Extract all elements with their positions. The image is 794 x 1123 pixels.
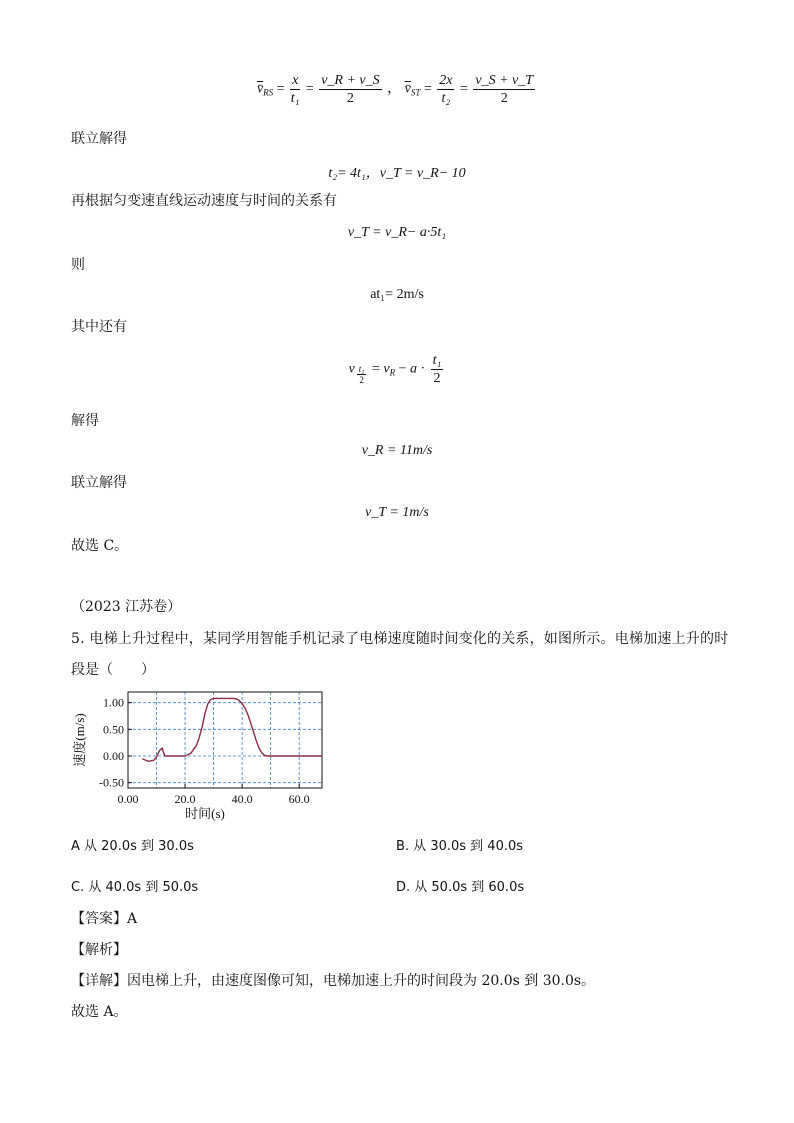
equation-t2: t₂= 4t₁，v_T = v_R− 10 bbox=[328, 166, 466, 181]
option-a[interactable]: A 从 20.0s 到 30.0s bbox=[71, 839, 194, 854]
y-tick-label: 0.50 bbox=[103, 722, 124, 737]
question-text-line1: 5. 电梯上升过程中，某同学用智能手机记录了电梯速度随时间变化的关系，如图所示。电梯加速上升的时 bbox=[71, 631, 729, 647]
x-axis-label: 时间(s) bbox=[185, 806, 225, 821]
x-tick-label: 60.0 bbox=[288, 792, 310, 806]
option-d[interactable]: D. 从 50.0s 到 60.0s bbox=[396, 880, 525, 895]
equation-average-velocity: $v̄_{RS}$ = $\frac{x}{\text{t₁}}$ = $\frac{v\_R + v\_S}{2}$ ， $v̄_{ST}$ = $\frac{2x}{\text{t₂}}$ = $\frac{v\_S + v\_T}{2}$ bbox=[256, 73, 534, 106]
equation-at1: at₁= 2m/s bbox=[370, 287, 424, 302]
v-bar-st: v̄ bbox=[404, 81, 411, 97]
x-tick-label: 0.00 bbox=[117, 792, 139, 806]
option-c[interactable]: C. 从 40.0s 到 50.0s bbox=[71, 880, 199, 895]
sub-rs: RS bbox=[263, 87, 274, 98]
y-tick-label: -0.50 bbox=[99, 775, 124, 790]
velocity-series-line bbox=[142, 698, 322, 761]
velocity-time-chart bbox=[70, 684, 340, 824]
frac-vr-vs: $\frac{v\_R + v\_S}{2}$ bbox=[321, 73, 380, 106]
text-lianli-1: 联立解得 bbox=[71, 131, 127, 147]
equation-midpoint-velocity: v $\frac{\text{t₁}}{2}$ = $v_R - a$ · $\frac{\text{t₁}}{2}$ bbox=[348, 353, 442, 386]
text-ze: 则 bbox=[71, 257, 85, 273]
option-b[interactable]: B. 从 30.0s 到 40.0s bbox=[396, 839, 524, 854]
equation-vt: v_T = v_R− a·5t₁ bbox=[347, 225, 447, 240]
y-tick-label: 0.00 bbox=[103, 749, 124, 763]
analysis-line: 【解析】 bbox=[71, 942, 127, 958]
equation-vt-result: v_T = 1m/s bbox=[365, 505, 429, 520]
text-jiede: 解得 bbox=[71, 413, 99, 429]
text-choose-c: 故选 C。 bbox=[71, 538, 129, 554]
frac-x-t1: $\frac{x}{\text{t₁}}$ bbox=[290, 73, 300, 106]
x-tick-label: 20.0 bbox=[174, 792, 196, 806]
y-axis-label: 速度(m/s) bbox=[72, 713, 87, 767]
answer-line: 【答案】A bbox=[71, 911, 138, 927]
frac-2x-t2: $\frac{2x}{\text{t₂}}$ bbox=[439, 73, 453, 106]
y-tick-label: 1.00 bbox=[103, 695, 124, 710]
frac-vs-vt: $\frac{v\_S + v\_T}{2}$ bbox=[475, 73, 534, 106]
v-bar-rs: v̄ bbox=[256, 81, 264, 97]
text-lianli-2: 联立解得 bbox=[71, 475, 127, 491]
text-qizhong: 其中还有 bbox=[71, 319, 127, 335]
plot-frame bbox=[128, 692, 322, 788]
detail-line: 【详解】因电梯上升，由速度图像可知，电梯加速上升的时间段为 20.0s 到 30.0s。 bbox=[71, 973, 596, 989]
x-tick-label: 40.0 bbox=[231, 792, 253, 806]
question-source: （2023 江苏卷） bbox=[71, 599, 182, 615]
sub-st: ST bbox=[410, 87, 421, 98]
question-text-line2: 段是（ ） bbox=[71, 662, 155, 678]
text-relation: 再根据匀变速直线运动速度与时间的关系有 bbox=[71, 193, 337, 209]
separator: ， bbox=[387, 81, 402, 97]
final-answer-line: 故选 A。 bbox=[71, 1004, 128, 1020]
equation-vr: v_R = 11m/s bbox=[361, 443, 433, 458]
